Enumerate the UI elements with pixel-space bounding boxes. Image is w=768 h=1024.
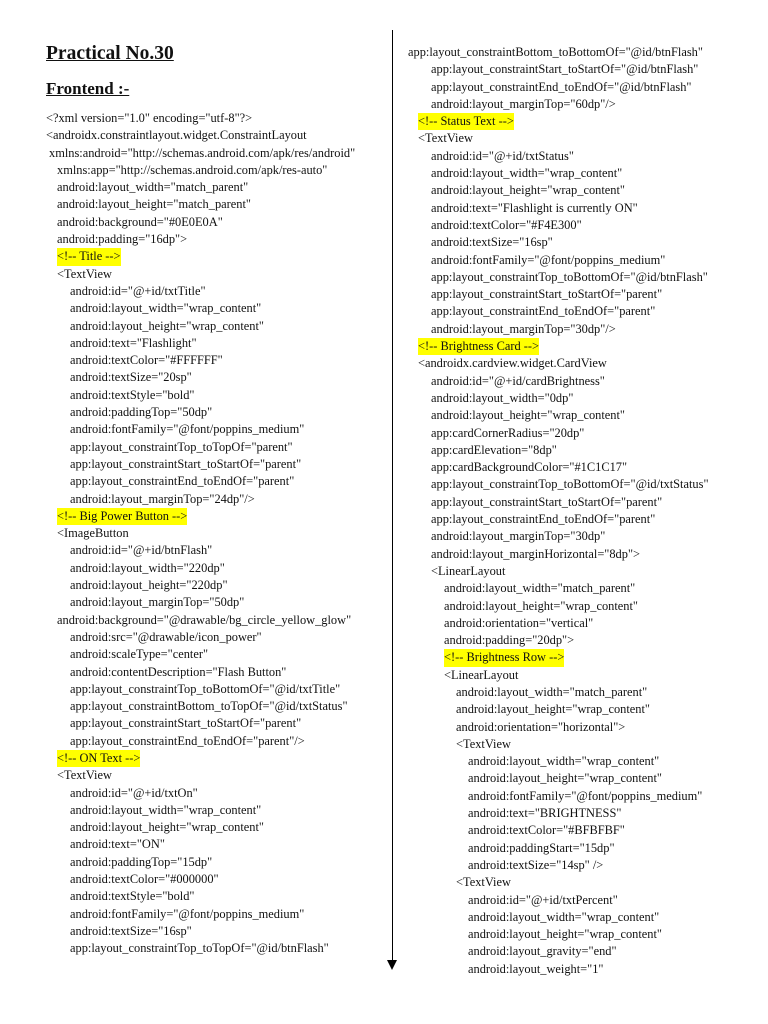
highlighted-comment: <!-- Brightness Row --> (444, 649, 564, 666)
code-text: android:textSize="14sp" /> (468, 857, 604, 872)
right-code-line (396, 528, 709, 545)
code-text: android:paddingStart="15dp" (468, 840, 615, 855)
right-code-line (396, 857, 709, 874)
code-text: xmlns:android="http://schemas.android.com/apk/res/android" (49, 145, 356, 160)
code-text: xmlns:app="http://schemas.android.com/apk/res-auto" (57, 162, 328, 177)
code-text: android:layout_marginTop="60dp"/> (431, 96, 616, 111)
code-text: android:layout_width="match_parent" (57, 180, 249, 195)
code-text: android:layout_width="wrap_content" (468, 909, 660, 924)
left-code-line (0, 940, 355, 957)
left-code-line (0, 421, 355, 438)
left-code-line (0, 162, 355, 179)
code-text: app:layout_constraintStart_toStartOf="parent" (431, 494, 663, 509)
code-text: app:layout_constraintEnd_toEndOf="parent"/> (70, 733, 305, 748)
right-code-line (396, 684, 709, 701)
left-code-line (0, 248, 355, 265)
code-text: android:id="@+id/txtStatus" (431, 148, 574, 163)
left-code-line (0, 179, 355, 196)
right-code-line (396, 373, 709, 390)
right-code-line (396, 113, 709, 130)
code-text: android:textSize="16sp" (70, 923, 192, 938)
right-code-line (396, 615, 709, 632)
code-text: android:textStyle="bold" (70, 889, 195, 904)
code-text: <?xml version="1.0" encoding="utf-8"?> (46, 111, 253, 125)
code-text: android:layout_width="match_parent" (456, 684, 648, 699)
right-code-line (396, 943, 709, 960)
code-text: android:layout_width="wrap_content" (468, 754, 660, 769)
code-text: android:layout_marginTop="50dp" (70, 595, 245, 610)
code-text: app:layout_constraintTop_toTopOf="@id/btnFlash" (70, 941, 329, 956)
code-text: android:paddingTop="50dp" (70, 405, 213, 420)
code-text: android:text="Flashlight" (70, 335, 197, 350)
highlighted-comment: <!-- Title --> (57, 248, 121, 265)
code-text: android:textColor="#BFBFBF" (468, 823, 625, 838)
left-code-line (0, 196, 355, 213)
left-code-line (0, 646, 355, 663)
code-text: android:padding="20dp"> (444, 633, 575, 648)
code-text: android:layout_width="0dp" (431, 390, 574, 405)
left-code-line (0, 214, 355, 231)
right-code-line (396, 148, 709, 165)
code-text: android:layout_height="wrap_content" (431, 408, 625, 423)
code-text: android:fontFamily="@font/poppins_medium" (468, 788, 703, 803)
code-text: android:id="@+id/txtPercent" (468, 892, 618, 907)
right-code-line (396, 701, 709, 718)
code-text: <TextView (456, 875, 511, 890)
code-text: android:fontFamily="@font/poppins_medium" (70, 422, 305, 437)
code-text: android:layout_height="wrap_content" (468, 771, 662, 786)
code-text: app:layout_constraintBottom_toBottomOf="@id/btnFlash" (408, 45, 703, 59)
right-code-line (396, 390, 709, 407)
left-code-line (0, 473, 355, 490)
code-text: <TextView (418, 131, 473, 146)
code-text: android:layout_height="match_parent" (57, 197, 251, 212)
code-text: android:layout_width="wrap_content" (70, 301, 262, 316)
code-text: android:layout_height="wrap_content" (70, 820, 264, 835)
code-text: android:textColor="#000000" (70, 872, 219, 887)
code-text: android:layout_height="wrap_content" (431, 183, 625, 198)
left-code-line (0, 335, 355, 352)
right-code-line (396, 805, 709, 822)
left-code-line (0, 456, 355, 473)
left-code-line (0, 906, 355, 923)
left-code-line (0, 318, 355, 335)
left-code-line (0, 681, 355, 698)
left-code-line (0, 767, 355, 784)
left-code-line (0, 369, 355, 386)
highlighted-comment: <!-- ON Text --> (57, 750, 140, 767)
code-text: android:paddingTop="15dp" (70, 854, 213, 869)
left-code-line (0, 508, 355, 525)
right-code-line (396, 61, 709, 78)
code-text: app:layout_constraintEnd_toEndOf="parent" (431, 304, 656, 319)
right-code-line (396, 736, 709, 753)
right-code-line (396, 926, 709, 943)
right-code-line (396, 217, 709, 234)
code-text: app:layout_constraintStart_toStartOf="parent" (431, 287, 663, 302)
left-code-line (0, 871, 355, 888)
code-text: android:layout_height="wrap_content" (70, 318, 264, 333)
code-text: android:textStyle="bold" (70, 387, 195, 402)
code-text: app:layout_constraintTop_toBottomOf="@id/txtTitle" (70, 681, 341, 696)
left-code-line (0, 577, 355, 594)
left-code-line (0, 888, 355, 905)
left-code-line (0, 836, 355, 853)
code-text: app:layout_constraintStart_toStartOf="parent" (70, 716, 302, 731)
right-code-line (396, 234, 709, 251)
right-code-line (396, 200, 709, 217)
code-text: android:layout_width="wrap_content" (70, 802, 262, 817)
code-text: app:layout_constraintStart_toStartOf="parent" (70, 456, 302, 471)
code-text: android:layout_width="220dp" (70, 560, 225, 575)
left-code-line (0, 923, 355, 940)
code-text: android:layout_height="wrap_content" (456, 702, 650, 717)
code-text: android:layout_width="match_parent" (444, 581, 636, 596)
code-text: android:layout_height="wrap_content" (444, 598, 638, 613)
left-code-line (0, 715, 355, 732)
code-text: <LinearLayout (444, 667, 519, 682)
right-code-line (396, 252, 709, 269)
left-code-line (0, 560, 355, 577)
right-code-line (396, 442, 709, 459)
right-code-line (396, 770, 709, 787)
code-text: android:textColor="#FFFFFF" (70, 353, 223, 368)
left-code-line (0, 802, 355, 819)
code-text: android:background="#0E0E0A" (57, 214, 223, 229)
left-code-line (0, 404, 355, 421)
left-code-line (0, 127, 355, 144)
right-code-line (396, 44, 709, 61)
code-text: app:layout_constraintEnd_toEndOf="parent" (431, 512, 656, 527)
highlighted-comment: <!-- Brightness Card --> (418, 338, 539, 355)
left-code-line (0, 145, 355, 162)
left-code-line (0, 266, 355, 283)
left-code-line (0, 491, 355, 508)
left-code-line (0, 594, 355, 611)
practical-title: Practical No.30 (46, 43, 174, 64)
column-divider-line (392, 30, 393, 962)
code-text: android:scaleType="center" (70, 647, 209, 662)
right-code-line (396, 563, 709, 580)
right-code-line (396, 822, 709, 839)
code-text: app:layout_constraintTop_toTopOf="parent" (70, 439, 293, 454)
code-text: app:cardCornerRadius="20dp" (431, 425, 585, 440)
left-code-line (0, 750, 355, 767)
code-text: android:textSize="20sp" (70, 370, 192, 385)
right-code-line (396, 719, 709, 736)
code-text: app:layout_constraintStart_toStartOf="@id/btnFlash" (431, 62, 699, 77)
code-text: android:layout_height="220dp" (70, 578, 228, 593)
code-text: android:id="@+id/txtOn" (70, 785, 198, 800)
right-code-line (396, 511, 709, 528)
right-code-line (396, 79, 709, 96)
code-text: android:layout_marginTop="30dp"/> (431, 321, 616, 336)
right-code-line (396, 580, 709, 597)
code-text: android:layout_height="wrap_content" (468, 927, 662, 942)
left-code-line (0, 352, 355, 369)
left-code-line (0, 542, 355, 559)
code-text: app:cardElevation="8dp" (431, 442, 557, 457)
code-text: android:src="@drawable/icon_power" (70, 629, 262, 644)
code-text: android:layout_marginTop="24dp"/> (70, 491, 255, 506)
right-code-line (396, 667, 709, 684)
code-text: android:layout_gravity="end" (468, 944, 617, 959)
code-text: <LinearLayout (431, 563, 506, 578)
right-code-line (396, 130, 709, 147)
code-text: android:fontFamily="@font/poppins_medium" (70, 906, 305, 921)
code-text: android:contentDescription="Flash Button" (70, 664, 287, 679)
right-code-line (396, 425, 709, 442)
code-text: <TextView (57, 266, 112, 281)
left-code-line (0, 387, 355, 404)
code-text: <androidx.constraintlayout.widget.ConstraintLayout (46, 128, 307, 143)
frontend-heading: Frontend :- (46, 79, 130, 98)
left-code-line (0, 231, 355, 248)
code-text: android:fontFamily="@font/poppins_medium" (431, 252, 666, 267)
code-text: app:layout_constraintEnd_toEndOf="@id/btnFlash" (431, 79, 692, 94)
right-code-line (396, 303, 709, 320)
code-text: app:layout_constraintTop_toBottomOf="@id/txtStatus" (431, 477, 709, 492)
code-text: android:text="ON" (70, 837, 165, 852)
right-code-line (396, 96, 709, 113)
code-text: android:textColor="#F4E300" (431, 217, 582, 232)
right-code-line (396, 165, 709, 182)
left-code-line (0, 283, 355, 300)
left-code-line (0, 664, 355, 681)
right-code-line (396, 321, 709, 338)
right-code-line (396, 961, 709, 978)
code-text: android:id="@+id/btnFlash" (70, 543, 213, 558)
code-text: android:orientation="vertical" (444, 615, 594, 630)
right-code-line (396, 632, 709, 649)
right-code-line (396, 892, 709, 909)
left-code-line (0, 110, 355, 127)
highlighted-comment: <!-- Status Text --> (418, 113, 514, 130)
code-text: app:cardBackgroundColor="#1C1C17" (431, 460, 628, 475)
left-code-line (0, 439, 355, 456)
code-text: android:layout_width="wrap_content" (431, 166, 623, 181)
right-code-line (396, 476, 709, 493)
right-code-line (396, 269, 709, 286)
code-text: android:layout_weight="1" (468, 961, 604, 976)
right-code-line (396, 753, 709, 770)
right-code-line (396, 649, 709, 666)
left-code-line (0, 612, 355, 629)
left-code-line (0, 785, 355, 802)
code-text: <ImageButton (57, 526, 129, 541)
code-text: android:orientation="horizontal"> (456, 719, 626, 734)
code-text: <TextView (57, 768, 112, 783)
left-code-listing (0, 110, 355, 958)
left-code-line (0, 300, 355, 317)
code-text: app:layout_constraintTop_toBottomOf="@id/btnFlash" (431, 269, 708, 284)
left-code-line (0, 854, 355, 871)
right-code-line (396, 494, 709, 511)
code-text: android:padding="16dp"> (57, 232, 188, 247)
code-text: app:layout_constraintBottom_toTopOf="@id/txtStatus" (70, 699, 348, 714)
code-text: <TextView (456, 736, 511, 751)
code-text: android:layout_marginTop="30dp" (431, 529, 606, 544)
right-code-line (396, 788, 709, 805)
right-code-line (396, 459, 709, 476)
right-code-line (396, 546, 709, 563)
code-text: android:layout_marginHorizontal="8dp"> (431, 546, 640, 561)
code-text: android:text="BRIGHTNESS" (468, 806, 622, 821)
right-code-line (396, 407, 709, 424)
right-code-listing (396, 44, 709, 978)
code-text: android:id="@+id/cardBrightness" (431, 373, 605, 388)
right-code-line (396, 355, 709, 372)
code-text: android:text="Flashlight is currently ON" (431, 200, 638, 215)
code-text: <androidx.cardview.widget.CardView (418, 356, 607, 371)
left-code-line (0, 525, 355, 542)
highlighted-comment: <!-- Big Power Button --> (57, 508, 187, 525)
right-code-line (396, 598, 709, 615)
left-code-line (0, 629, 355, 646)
right-code-line (396, 840, 709, 857)
code-text: android:background="@drawable/bg_circle_yellow_glow" (57, 612, 352, 627)
right-code-line (396, 874, 709, 891)
right-code-line (396, 909, 709, 926)
code-text: android:textSize="16sp" (431, 235, 553, 250)
code-text: app:layout_constraintEnd_toEndOf="parent" (70, 474, 295, 489)
right-code-line (396, 286, 709, 303)
code-text: android:id="@+id/txtTitle" (70, 283, 206, 298)
left-code-line (0, 819, 355, 836)
left-code-line (0, 698, 355, 715)
left-code-line (0, 733, 355, 750)
right-code-line (396, 182, 709, 199)
right-code-line (396, 338, 709, 355)
